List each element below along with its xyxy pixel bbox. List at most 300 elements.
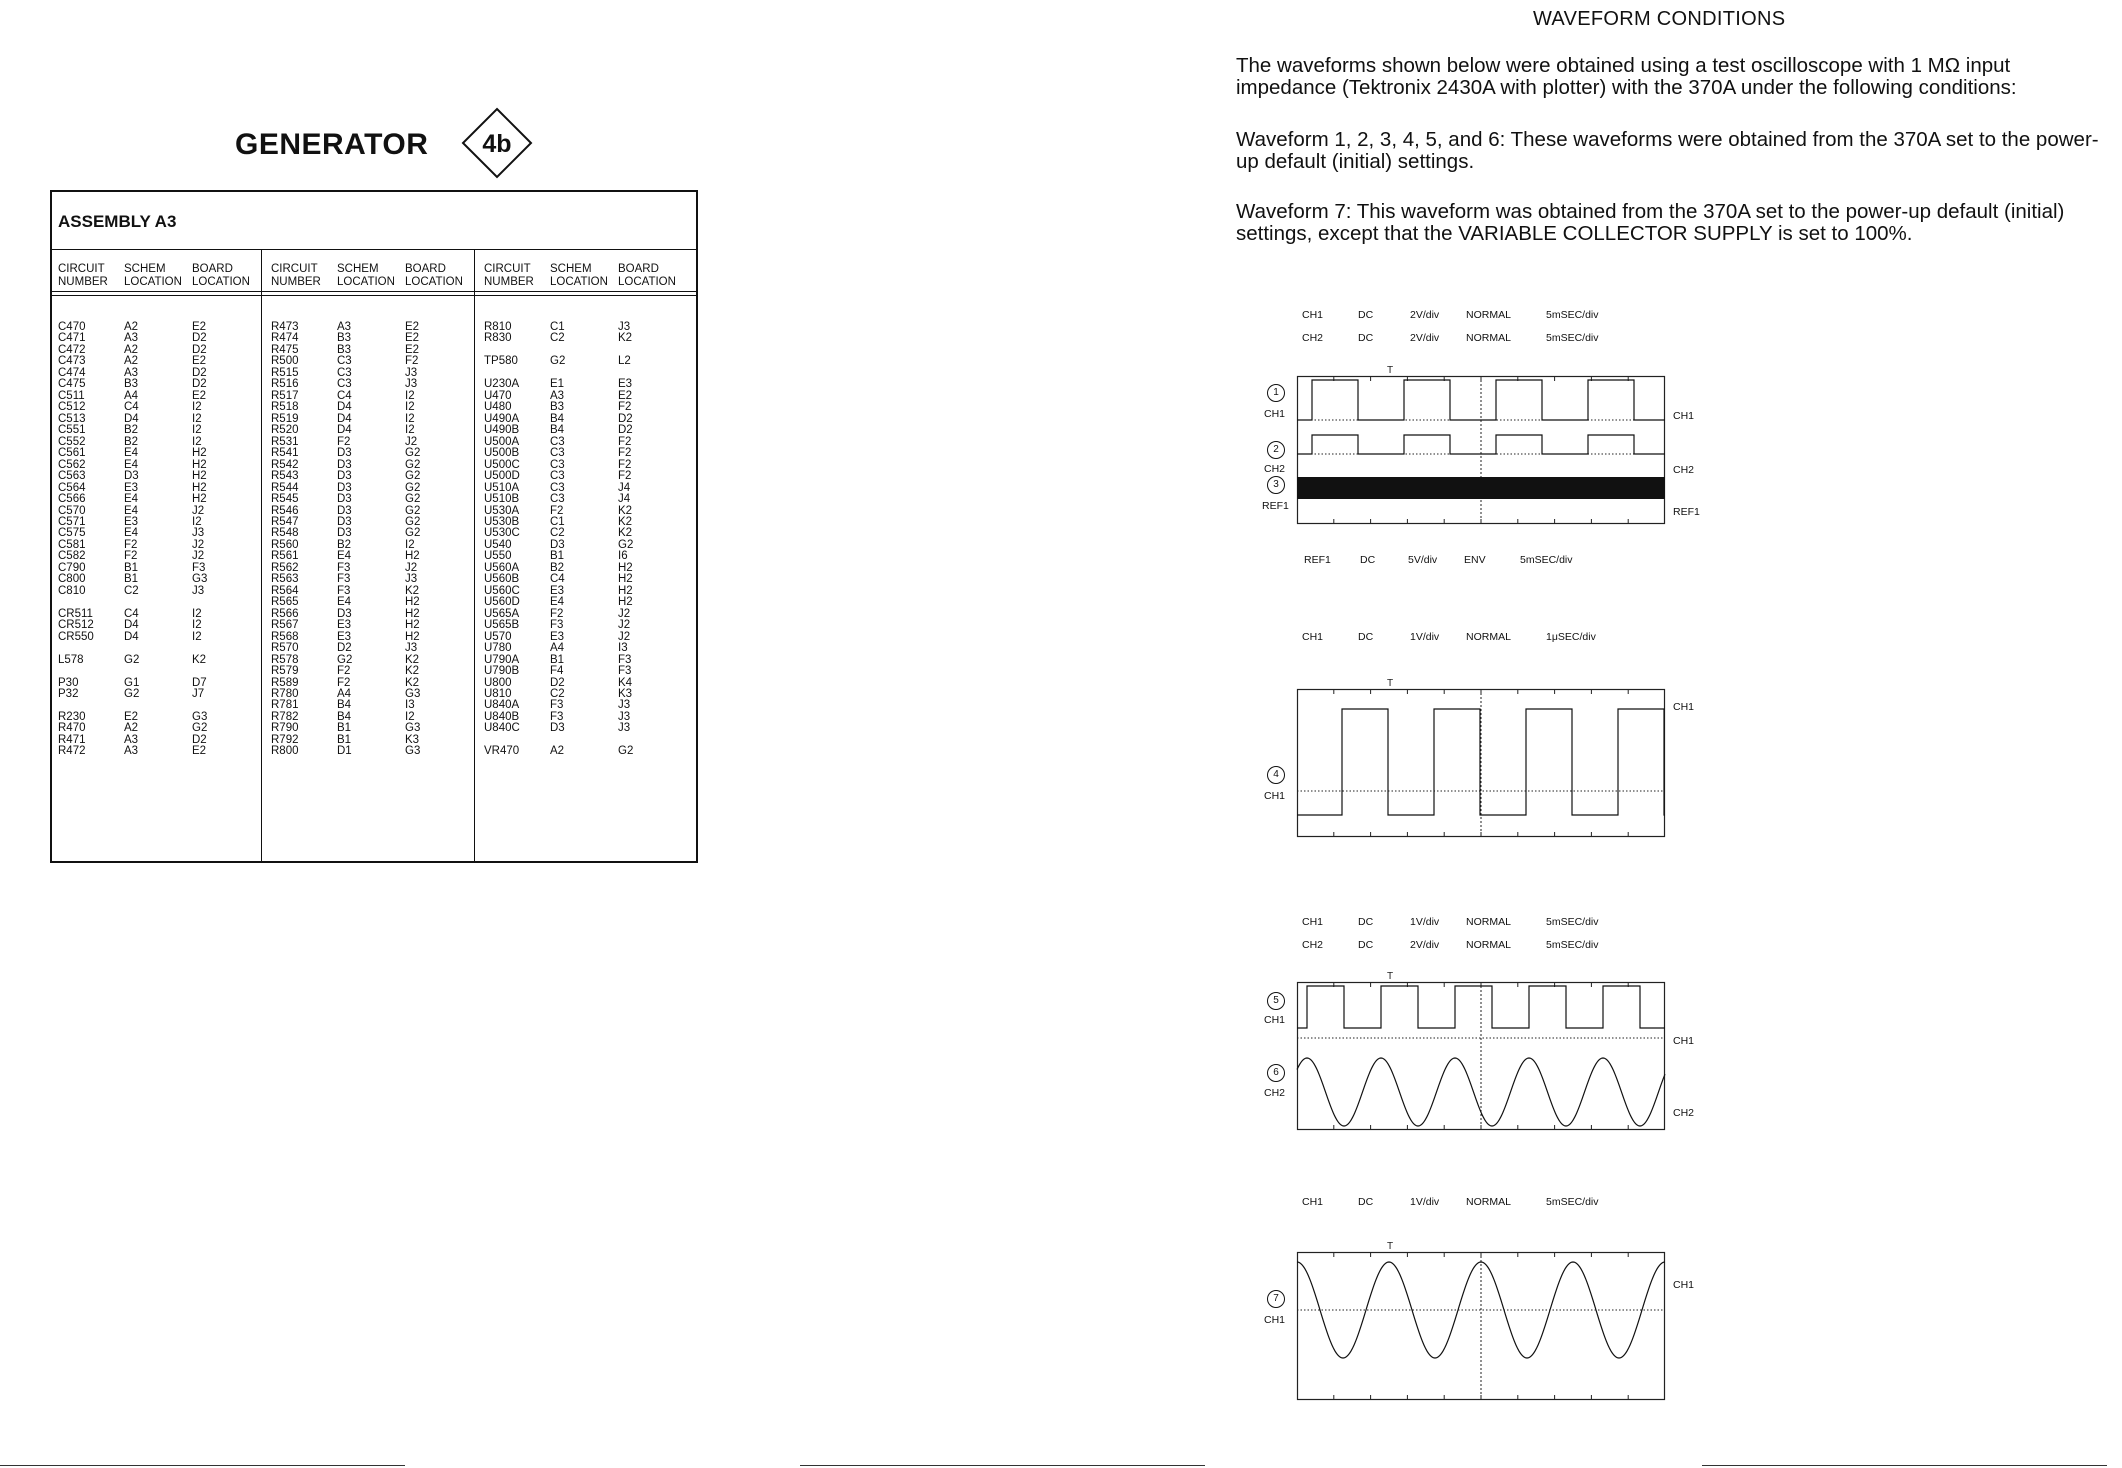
- circuit-number: C512: [58, 401, 86, 414]
- schem-location: B4: [337, 710, 352, 723]
- board-location: J7: [192, 688, 205, 700]
- table-row: [58, 322, 252, 333]
- scope1-left-label: REF1: [1262, 500, 1289, 512]
- circuit-number: CR550: [58, 630, 94, 643]
- circuit-number: R544: [271, 481, 299, 494]
- board-location: D2: [192, 332, 207, 345]
- circuit-number: U480: [484, 401, 512, 414]
- board-location: K2: [405, 584, 420, 597]
- circuit-number: U530B: [484, 515, 520, 528]
- schem-location: C2: [550, 527, 565, 540]
- waveform-marker-2: 2: [1267, 441, 1285, 459]
- schem-location: B2: [124, 424, 139, 437]
- table-row: [271, 632, 465, 643]
- circuit-number: U540: [484, 538, 512, 551]
- schem-location: B4: [550, 424, 565, 437]
- circuit-number: C473: [58, 355, 86, 368]
- table-row: [271, 723, 465, 734]
- table-row: [271, 333, 465, 344]
- schem-location: C3: [550, 458, 565, 471]
- board-location: H2: [618, 573, 633, 586]
- table-row: [271, 666, 465, 677]
- circuit-number: R500: [271, 355, 299, 368]
- circuit-number: R782: [271, 710, 299, 723]
- board-location: F3: [192, 561, 206, 574]
- circuit-number: U810: [484, 688, 512, 700]
- board-location: L2: [618, 355, 631, 368]
- schem-location: F3: [337, 561, 351, 574]
- board-location: K3: [405, 733, 420, 746]
- table-row: [271, 448, 465, 459]
- board-location: F3: [618, 665, 632, 678]
- circuit-number: R230: [58, 710, 86, 723]
- table-row: [271, 528, 465, 539]
- circuit-number: R566: [271, 607, 299, 620]
- board-location: J2: [192, 550, 205, 563]
- board-location: G2: [618, 538, 634, 551]
- circuit-number: R516: [271, 378, 299, 391]
- table-row: [484, 494, 678, 505]
- circuit-number: C575: [58, 527, 86, 540]
- table-row: [271, 402, 465, 413]
- board-location: K2: [618, 504, 633, 517]
- circuit-number: P30: [58, 676, 79, 689]
- table-row: [271, 471, 465, 482]
- board-location: [192, 597, 252, 608]
- header-schem: SCHEM LOCATION: [124, 263, 182, 288]
- schem-location: C3: [337, 378, 352, 391]
- schem-location: F3: [337, 573, 351, 586]
- circuit-number: C790: [58, 561, 86, 574]
- schem-location: E3: [550, 630, 565, 643]
- circuit-number: U560A: [484, 561, 520, 574]
- schem-location: C2: [124, 584, 139, 597]
- schem-location: C3: [337, 366, 352, 379]
- schem-location: E3: [550, 584, 565, 597]
- circuit-number: U510A: [484, 481, 520, 494]
- table-row: [271, 368, 465, 379]
- scope1-setting-row: CH2 DC 2V/div NORMAL 5mSEC/div: [1302, 332, 1599, 344]
- circuit-number: U840B: [484, 710, 520, 723]
- scope1-right-label: CH1: [1673, 410, 1695, 422]
- board-location: H2: [405, 630, 420, 643]
- board-location: F3: [618, 653, 632, 666]
- schem-location: B3: [124, 378, 139, 391]
- schem-location: E4: [337, 596, 352, 609]
- circuit-number: U530A: [484, 504, 520, 517]
- circuit-number: R520: [271, 424, 299, 437]
- schem-location: C2: [550, 332, 565, 345]
- scope3-graticule: [1297, 971, 1665, 1130]
- table-row: [484, 666, 678, 677]
- table-row: [484, 356, 678, 367]
- header-group-1: [58, 263, 252, 289]
- board-location: H2: [618, 561, 633, 574]
- table-row: [271, 586, 465, 597]
- table-row: [484, 597, 678, 608]
- schem-location: G1: [124, 676, 140, 689]
- board-location: H2: [618, 596, 633, 609]
- schem-location: F2: [124, 538, 138, 551]
- table-row: [58, 620, 252, 631]
- circuit-number: C564: [58, 481, 86, 494]
- table-row: [58, 528, 252, 539]
- circuit-number: C581: [58, 538, 86, 551]
- table-row: [484, 322, 678, 333]
- circuit-number: R579: [271, 665, 299, 678]
- table-column-3: [484, 322, 678, 758]
- board-location: H2: [618, 584, 633, 597]
- table-row: [58, 551, 252, 562]
- board-location: J2: [618, 630, 631, 643]
- circuit-number: R475: [271, 343, 299, 356]
- circuit-number: C471: [58, 332, 86, 345]
- table-row: [271, 517, 465, 528]
- schem-location: C4: [337, 389, 352, 402]
- schem-location: F2: [550, 504, 564, 517]
- schem-location: B2: [337, 538, 352, 551]
- circuit-number: R472: [58, 745, 86, 758]
- table-row: [58, 425, 252, 436]
- scope3-right-label: CH1: [1673, 1035, 1695, 1047]
- circuit-number: U550: [484, 550, 512, 563]
- schem-location: D3: [550, 538, 565, 551]
- header-board: BOARD LOCATION: [405, 263, 463, 288]
- circuit-number: R565: [271, 596, 299, 609]
- table-row: [484, 425, 678, 436]
- schem-location: D3: [124, 470, 139, 483]
- circuit-number: P32: [58, 688, 79, 700]
- table-row: [58, 655, 252, 666]
- board-location: J3: [618, 710, 631, 723]
- circuit-number: R515: [271, 366, 299, 379]
- board-location: H2: [192, 481, 207, 494]
- circuit-number: R780: [271, 688, 299, 700]
- circuit-number: R471: [58, 733, 86, 746]
- schem-location: D3: [550, 722, 565, 735]
- circuit-number: C562: [58, 458, 86, 471]
- circuit-number: R473: [271, 321, 299, 333]
- board-location: J3: [618, 722, 631, 735]
- board-location: J3: [192, 584, 205, 597]
- table-row: [58, 333, 252, 344]
- schem-location: A2: [550, 745, 565, 758]
- scope3-setting-row: CH2 DC 2V/div NORMAL 5mSEC/div: [1302, 939, 1599, 951]
- waveform-7-paragraph: Waveform 7: This waveform was obtained from the 370A set to the power-up default (initial) settings, except that the VARIABLE COLLECTOR SUPPLY is set to 100%.: [1236, 200, 2065, 245]
- table-row: [271, 437, 465, 448]
- schem-location: E4: [124, 527, 139, 540]
- scope4-setting-row: CH1 DC 1V/div NORMAL 5mSEC/div: [1302, 1196, 1599, 1208]
- board-location: J3: [405, 366, 418, 379]
- board-location: H2: [192, 470, 207, 483]
- circuit-number: U800: [484, 676, 512, 689]
- table-row: [271, 506, 465, 517]
- board-location: J3: [618, 699, 631, 712]
- board-location: G2: [405, 481, 421, 494]
- scope3-left-label: CH1: [1264, 1014, 1286, 1026]
- board-location: E3: [618, 378, 633, 391]
- circuit-number: R470: [58, 722, 86, 735]
- circuit-number: C582: [58, 550, 86, 563]
- scope3-setting-row: CH1 DC 1V/div NORMAL 5mSEC/div: [1302, 916, 1599, 928]
- assembly-title: ASSEMBLY A3: [58, 212, 177, 231]
- waveform-marker-7: 7: [1267, 1290, 1285, 1308]
- schem-location: D3: [337, 515, 352, 528]
- trigger-marker: T: [1387, 971, 1394, 982]
- table-row: [484, 379, 678, 390]
- diamond-badge-icon: [460, 106, 534, 180]
- schem-location: D3: [337, 481, 352, 494]
- table-row: [58, 345, 252, 356]
- circuit-number: R790: [271, 722, 299, 735]
- table-row: [58, 414, 252, 425]
- table-row: [58, 356, 252, 367]
- board-location: E2: [192, 389, 207, 402]
- board-location: K2: [405, 676, 420, 689]
- schem-location: F3: [550, 619, 564, 632]
- table-column-2: [271, 322, 465, 758]
- schem-location: D2: [550, 676, 565, 689]
- header-schem: SCHEM LOCATION: [337, 263, 395, 288]
- table-row: [58, 586, 252, 597]
- board-location: I2: [405, 401, 415, 414]
- badge-label: 4b: [482, 130, 512, 158]
- board-location: J4: [618, 481, 631, 494]
- circuit-number: C800: [58, 573, 86, 586]
- board-location: F2: [618, 470, 632, 483]
- board-location: D2: [192, 366, 207, 379]
- schem-location: C4: [124, 401, 139, 414]
- ref-envelope-band: [1297, 477, 1665, 499]
- schem-location: D4: [337, 412, 352, 425]
- schem-location: E2: [124, 710, 139, 723]
- board-location: J3: [405, 573, 418, 586]
- circuit-number: U840C: [484, 722, 520, 735]
- assembly-table: [50, 190, 698, 863]
- table-row: [58, 437, 252, 448]
- page-title: GENERATOR: [235, 128, 429, 161]
- schem-location: G2: [550, 355, 566, 368]
- board-location: H2: [405, 619, 420, 632]
- table-row: [271, 345, 465, 356]
- schem-location: D4: [124, 630, 139, 643]
- board-location: D2: [192, 733, 207, 746]
- circuit-number: R543: [271, 470, 299, 483]
- circuit-number: C513: [58, 412, 86, 425]
- board-location: I2: [192, 607, 202, 620]
- waveform-marker-5: 5: [1267, 992, 1285, 1010]
- board-location: K2: [618, 515, 633, 528]
- board-location: G3: [405, 722, 421, 735]
- schem-location: D3: [337, 447, 352, 460]
- board-location: E2: [618, 389, 633, 402]
- schem-location: B4: [337, 699, 352, 712]
- scope4-right-label: CH1: [1673, 1279, 1695, 1291]
- table-row: [271, 460, 465, 471]
- divider: [52, 295, 696, 296]
- circuit-number: C551: [58, 424, 86, 437]
- circuit-number: U470: [484, 389, 512, 402]
- table-row: [271, 414, 465, 425]
- board-location: G2: [405, 470, 421, 483]
- scope1-left-label: CH2: [1264, 463, 1286, 475]
- circuit-number: C511: [58, 389, 85, 402]
- schem-location: B3: [337, 343, 352, 356]
- schem-location: [124, 666, 192, 677]
- board-location: I2: [192, 630, 202, 643]
- table-row: [271, 391, 465, 402]
- schem-location: G2: [124, 688, 140, 700]
- scope4-left-label: CH1: [1264, 1314, 1286, 1326]
- circuit-number: [58, 666, 124, 677]
- schem-location: E4: [124, 458, 139, 471]
- schem-location: A3: [124, 733, 139, 746]
- schem-location: C1: [550, 321, 565, 333]
- scope2-right-label: CH1: [1673, 701, 1695, 713]
- schem-location: B1: [124, 573, 139, 586]
- board-location: F2: [618, 447, 632, 460]
- circuit-number: VR470: [484, 745, 520, 758]
- circuit-number: U790A: [484, 653, 520, 666]
- board-location: J2: [192, 504, 205, 517]
- table-row: [484, 471, 678, 482]
- schem-location: D4: [337, 424, 352, 437]
- header-board: BOARD LOCATION: [192, 263, 250, 288]
- schem-location: D2: [337, 642, 352, 655]
- circuit-number: R561: [271, 550, 299, 563]
- scope1-setting-row: CH1 DC 2V/div NORMAL 5mSEC/div: [1302, 309, 1599, 321]
- circuit-number: R547: [271, 515, 299, 528]
- schem-location: [124, 597, 192, 608]
- schem-location: A4: [550, 642, 565, 655]
- board-location: G2: [405, 504, 421, 517]
- circuit-number: C563: [58, 470, 86, 483]
- circuit-number: R541: [271, 447, 299, 460]
- table-row: [58, 723, 252, 734]
- header-board: BOARD LOCATION: [618, 263, 676, 288]
- schem-location: C1: [550, 515, 565, 528]
- table-row: [58, 597, 252, 608]
- table-row: [484, 678, 678, 689]
- schem-location: D3: [337, 458, 352, 471]
- board-location: J3: [405, 642, 418, 655]
- circuit-number: U560C: [484, 584, 520, 597]
- circuit-number: U500D: [484, 470, 520, 483]
- schem-location: C3: [550, 481, 565, 494]
- circuit-number: R542: [271, 458, 299, 471]
- board-location: K2: [618, 332, 633, 345]
- circuit-number: U230A: [484, 378, 520, 391]
- schem-location: B1: [337, 722, 352, 735]
- board-location: I3: [618, 642, 628, 655]
- table-row: [58, 643, 252, 654]
- board-location: I2: [405, 412, 415, 425]
- board-location: I2: [192, 435, 202, 448]
- board-location: G2: [405, 447, 421, 460]
- scope1-graticule: [1297, 365, 1665, 524]
- schem-location: D3: [337, 470, 352, 483]
- scope3-right-label: CH2: [1673, 1107, 1695, 1119]
- table-row: [271, 540, 465, 551]
- circuit-number: C475: [58, 378, 86, 391]
- board-location: H2: [192, 447, 207, 460]
- table-row: [58, 379, 252, 390]
- board-location: J3: [618, 321, 631, 333]
- board-location: D2: [192, 378, 207, 391]
- page-rule: [800, 1465, 1205, 1466]
- schem-location: C3: [550, 470, 565, 483]
- board-location: G3: [192, 573, 208, 586]
- circuit-number: R519: [271, 412, 299, 425]
- circuit-number: R564: [271, 584, 299, 597]
- circuit-number: U490A: [484, 412, 520, 425]
- circuit-number: U500C: [484, 458, 520, 471]
- schem-location: B2: [550, 561, 565, 574]
- schem-location: D4: [337, 401, 352, 414]
- schem-location: A2: [124, 321, 139, 333]
- board-location: F2: [618, 435, 632, 448]
- table-row: [271, 620, 465, 631]
- table-row: [58, 471, 252, 482]
- board-location: G3: [405, 745, 421, 758]
- board-location: J3: [405, 378, 418, 391]
- schem-location: E1: [550, 378, 565, 391]
- divider: [52, 291, 696, 292]
- table-row: [58, 678, 252, 689]
- board-location: G2: [192, 722, 208, 735]
- table-row: [271, 563, 465, 574]
- header-group-2: [271, 263, 465, 289]
- table-row: [58, 712, 252, 723]
- board-location: K4: [618, 676, 633, 689]
- schem-location: C3: [550, 435, 565, 448]
- table-row: [484, 643, 678, 654]
- table-row: [58, 483, 252, 494]
- table-row: [58, 666, 252, 677]
- board-location: J2: [618, 607, 631, 620]
- table-row: [271, 483, 465, 494]
- board-location: I2: [405, 389, 415, 402]
- schem-location: C4: [124, 607, 139, 620]
- board-location: H2: [405, 550, 420, 563]
- circuit-number: [58, 597, 124, 608]
- scope1-left-label: CH1: [1264, 408, 1286, 420]
- circuit-number: C571: [58, 515, 86, 528]
- scope3-left-label: CH2: [1264, 1087, 1286, 1099]
- table-row: [58, 368, 252, 379]
- board-location: G3: [192, 710, 208, 723]
- board-location: J2: [405, 435, 418, 448]
- schem-location: A3: [124, 745, 139, 758]
- circuit-number: R792: [271, 733, 299, 746]
- schem-location: A2: [124, 343, 139, 356]
- board-location: H2: [405, 596, 420, 609]
- table-row: [271, 379, 465, 390]
- circuit-number: U510B: [484, 493, 520, 506]
- circuit-number: C552: [58, 435, 86, 448]
- table-row: [271, 574, 465, 585]
- board-location: G2: [405, 527, 421, 540]
- schem-location: F2: [550, 607, 564, 620]
- schem-location: C2: [550, 688, 565, 700]
- schem-location: D3: [337, 607, 352, 620]
- board-location: D2: [192, 343, 207, 356]
- circuit-number: C472: [58, 343, 86, 356]
- circuit-number: R589: [271, 676, 299, 689]
- table-row: [484, 333, 678, 344]
- table-row: [58, 689, 252, 700]
- schem-location: A3: [124, 366, 139, 379]
